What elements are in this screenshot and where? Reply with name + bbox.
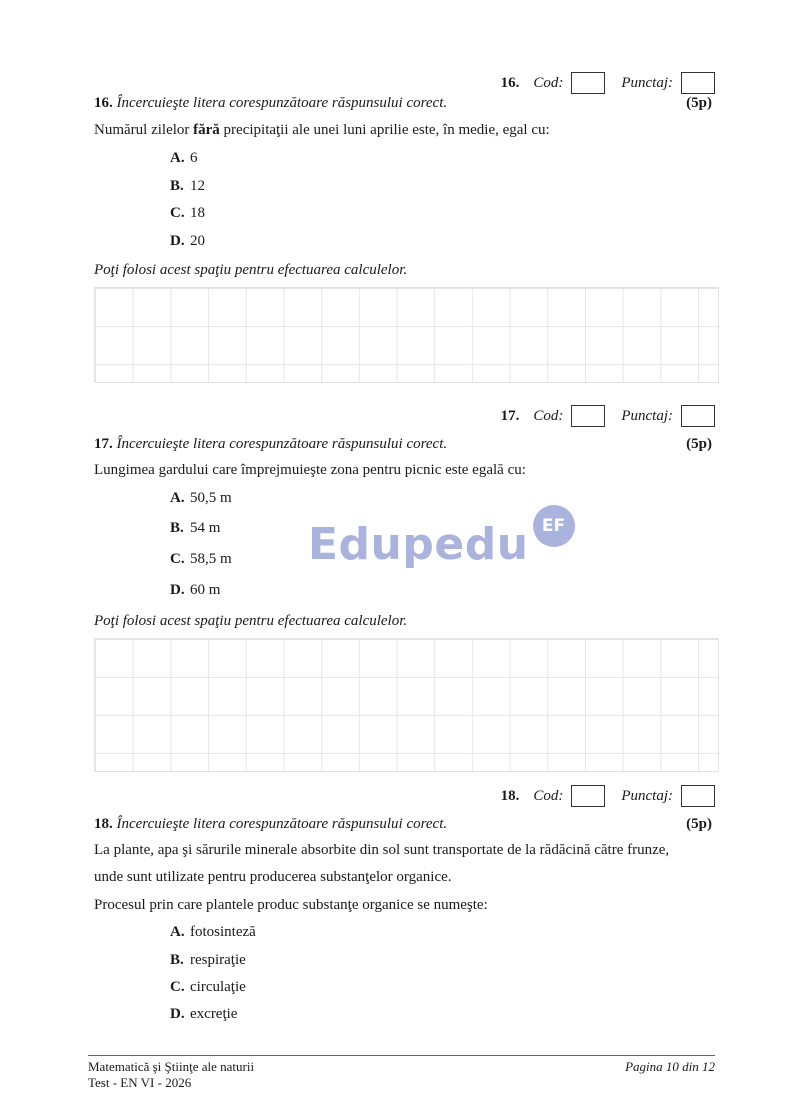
- footer-page-number: Pagina 10 din 12: [625, 1059, 715, 1074]
- q17-option-d[interactable]: D. 60 m: [170, 582, 221, 598]
- q16-stem: Numărul zilelor fără precipitaţii ale unei luni aprilie este, în medie, egal cu:: [94, 122, 550, 138]
- q16-option-a[interactable]: A. 6: [170, 150, 198, 166]
- footer-test: Test - EN VI - 2026: [88, 1075, 192, 1090]
- q16-score-box[interactable]: [681, 72, 715, 94]
- footer-subject: Matematică şi Ştiinţe ale naturii: [88, 1059, 255, 1074]
- q18-option-b[interactable]: B. respiraţie: [170, 952, 246, 968]
- q18-code-label: Cod:: [533, 787, 564, 804]
- q16-points: (5p): [686, 95, 712, 111]
- q17-title: 17. Încercuieşte litera corespunzătoare răspunsului corect.: [94, 436, 448, 452]
- q16-option-c[interactable]: C. 18: [170, 205, 205, 221]
- q16-code-number: 16.: [500, 74, 520, 91]
- q18-title: 18. Încercuieşte litera corespunzătoare răspunsului corect.: [94, 816, 448, 832]
- q17-score-label: Punctaj:: [621, 407, 673, 424]
- q17-code-label: Cod:: [533, 407, 564, 424]
- q17-option-c[interactable]: C. 58,5 m: [170, 551, 232, 567]
- q16-title: 16. Încercuieşte litera corespunzătoare răspunsului corect.: [94, 95, 448, 111]
- footer-divider: [88, 1055, 715, 1056]
- q18-stem-line-1: La plante, apa şi sărurile minerale absorbite din sol sunt transportate de la rădăcină către frunze,: [94, 842, 670, 858]
- q18-stem-line-3: Procesul prin care plantele produc substanţe organice se numeşte:: [94, 897, 488, 913]
- q18-code-row: [501, 785, 715, 807]
- q18-score-label: Punctaj:: [621, 787, 673, 804]
- q18-stem-line-2: unde sunt utilizate pentru producerea substanţelor organice.: [94, 869, 452, 885]
- q18-option-d[interactable]: D. excreţie: [170, 1006, 238, 1022]
- q17-code-row: [501, 405, 715, 427]
- q16-option-b[interactable]: B. 12: [170, 178, 205, 194]
- watermark-text: Edupedu: [308, 519, 529, 570]
- q18-code-box[interactable]: [571, 785, 605, 807]
- q17-calc-grid[interactable]: [94, 638, 719, 772]
- q17-option-b[interactable]: B. 54 m: [170, 520, 221, 536]
- q18-code-number: 18.: [500, 787, 520, 804]
- q18-option-a[interactable]: A. fotosinteză: [170, 924, 256, 940]
- q17-option-a[interactable]: A. 50,5 m: [170, 490, 232, 506]
- q16-score-label: Punctaj:: [621, 74, 673, 91]
- watermark-badge-icon: EF: [533, 505, 575, 547]
- q17-score-box[interactable]: [681, 405, 715, 427]
- q17-stem: Lungimea gardului care împrejmuieşte zona pentru picnic este egală cu:: [94, 462, 526, 478]
- q16-calc-grid[interactable]: [94, 287, 719, 383]
- q17-calc-note: Poţi folosi acest spaţiu pentru efectuarea calculelor.: [94, 613, 408, 629]
- q16-calc-note: Poţi folosi acest spaţiu pentru efectuarea calculelor.: [94, 262, 408, 278]
- q18-points: (5p): [686, 816, 712, 832]
- q16-option-d[interactable]: D. 20: [170, 233, 205, 249]
- edupedu-watermark: [308, 516, 575, 570]
- q17-code-number: 17.: [500, 407, 520, 424]
- q18-option-c[interactable]: C. circulaţie: [170, 979, 246, 995]
- q16-code-label: Cod:: [533, 74, 564, 91]
- q18-score-box[interactable]: [681, 785, 715, 807]
- q16-code-row: [501, 72, 715, 94]
- q17-points: (5p): [686, 436, 712, 452]
- q16-code-box[interactable]: [571, 72, 605, 94]
- q17-code-box[interactable]: [571, 405, 605, 427]
